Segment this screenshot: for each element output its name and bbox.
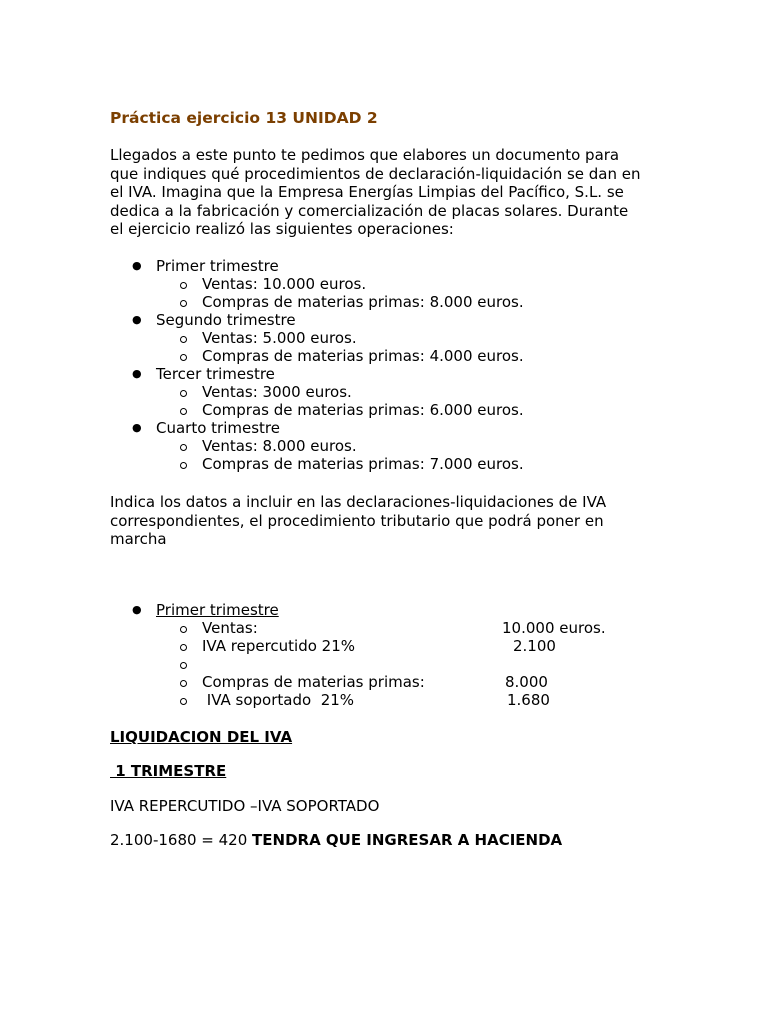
circle-bullet-icon	[180, 680, 187, 687]
question-line: correspondientes, el procedimiento tributario que podrá poner en	[110, 511, 604, 530]
quarter-label: Tercer trimestre	[156, 365, 275, 383]
intro-line: el ejercicio realizó las siguientes operaciones:	[110, 220, 454, 238]
list-item	[0, 437, 768, 455]
bullet-icon: ●	[132, 603, 142, 616]
list-item	[0, 637, 768, 655]
list-item	[0, 275, 768, 293]
answer-row-label: IVA repercutido 21%	[202, 637, 356, 655]
result-conclusion: TENDRA QUE INGRESAR A HACIENDA	[252, 831, 563, 849]
liquidacion-heading: LIQUIDACION DEL IVA	[110, 728, 293, 746]
list-item	[0, 655, 768, 673]
result-line	[110, 831, 562, 849]
circle-bullet-icon	[180, 698, 187, 705]
circle-bullet-icon	[180, 282, 187, 289]
answer-row-value: 1.680	[507, 691, 550, 709]
circle-bullet-icon	[180, 300, 187, 307]
intro-paragraph	[110, 146, 680, 239]
answer-quarter-label: Primer trimestre	[156, 601, 279, 619]
list-item	[0, 311, 768, 329]
quarter-label: Segundo trimestre	[156, 311, 296, 329]
bullet-icon: ●	[132, 313, 142, 326]
circle-bullet-icon	[180, 662, 187, 669]
operation-item: Compras de materias primas: 6.000 euros.	[202, 401, 524, 419]
answer-row-label: Ventas:	[202, 619, 258, 637]
circle-bullet-icon	[180, 462, 187, 469]
operation-item: Ventas: 8.000 euros.	[202, 437, 357, 455]
circle-bullet-icon	[180, 354, 187, 361]
list-item	[0, 347, 768, 365]
intro-line: el IVA. Imagina que la Empresa Energías Limpias del Pacífico, S.L. se	[110, 183, 624, 201]
list-item	[0, 293, 768, 311]
circle-bullet-icon	[180, 444, 187, 451]
list-item	[0, 419, 768, 437]
circle-bullet-icon	[180, 390, 187, 397]
operation-item: Ventas: 3000 euros.	[202, 383, 352, 401]
formula-line: IVA REPERCUTIDO –IVA SOPORTADO	[110, 797, 380, 815]
question-paragraph	[110, 493, 680, 549]
quarter-label: Primer trimestre	[156, 257, 279, 275]
intro-line: que indiques qué procedimientos de declaración-liquidación se dan en	[110, 164, 641, 183]
answer-row-value: 2.100	[513, 637, 556, 655]
result-calc: 2.100-1680 = 420	[110, 831, 253, 849]
list-item	[0, 257, 768, 275]
list-item	[0, 401, 768, 419]
bullet-icon: ●	[132, 421, 142, 434]
list-item	[0, 691, 768, 709]
bullet-icon: ●	[132, 367, 142, 380]
question-line: marcha	[110, 530, 167, 548]
answer-row-value: 10.000 euros.	[502, 619, 606, 637]
question-line: Indica los datos a incluir en las declaraciones-liquidaciones de IVA	[110, 493, 607, 511]
operation-item: Ventas: 10.000 euros.	[202, 275, 367, 293]
list-item	[0, 365, 768, 383]
circle-bullet-icon	[180, 408, 187, 415]
answer-row-label: IVA soportado 21%	[202, 691, 355, 709]
list-item	[0, 455, 768, 473]
operation-item: Compras de materias primas: 8.000 euros.	[202, 293, 524, 311]
operation-item: Compras de materias primas: 4.000 euros.	[202, 347, 524, 365]
list-item	[0, 619, 768, 637]
circle-bullet-icon	[180, 644, 187, 651]
operation-item: Ventas: 5.000 euros.	[202, 329, 357, 347]
list-item	[0, 673, 768, 691]
circle-bullet-icon	[180, 626, 187, 633]
intro-line: Llegados a este punto te pedimos que elabores un documento para	[110, 146, 620, 164]
answer-row-label: Compras de materias primas:	[202, 673, 425, 691]
operation-item: Compras de materias primas: 7.000 euros.	[202, 455, 524, 473]
circle-bullet-icon	[180, 336, 187, 343]
document-title: Práctica ejercicio 13 UNIDAD 2	[110, 109, 378, 127]
intro-line: dedica a la fabricación y comercialización de placas solares. Durante	[110, 201, 629, 220]
quarter-label: Cuarto trimestre	[156, 419, 280, 437]
trimestre-heading: 1 TRIMESTRE	[110, 762, 227, 780]
bullet-icon: ●	[132, 259, 142, 272]
list-item	[0, 383, 768, 401]
list-item	[0, 329, 768, 347]
list-item	[0, 601, 768, 619]
answer-row-value: 8.000	[505, 673, 548, 691]
